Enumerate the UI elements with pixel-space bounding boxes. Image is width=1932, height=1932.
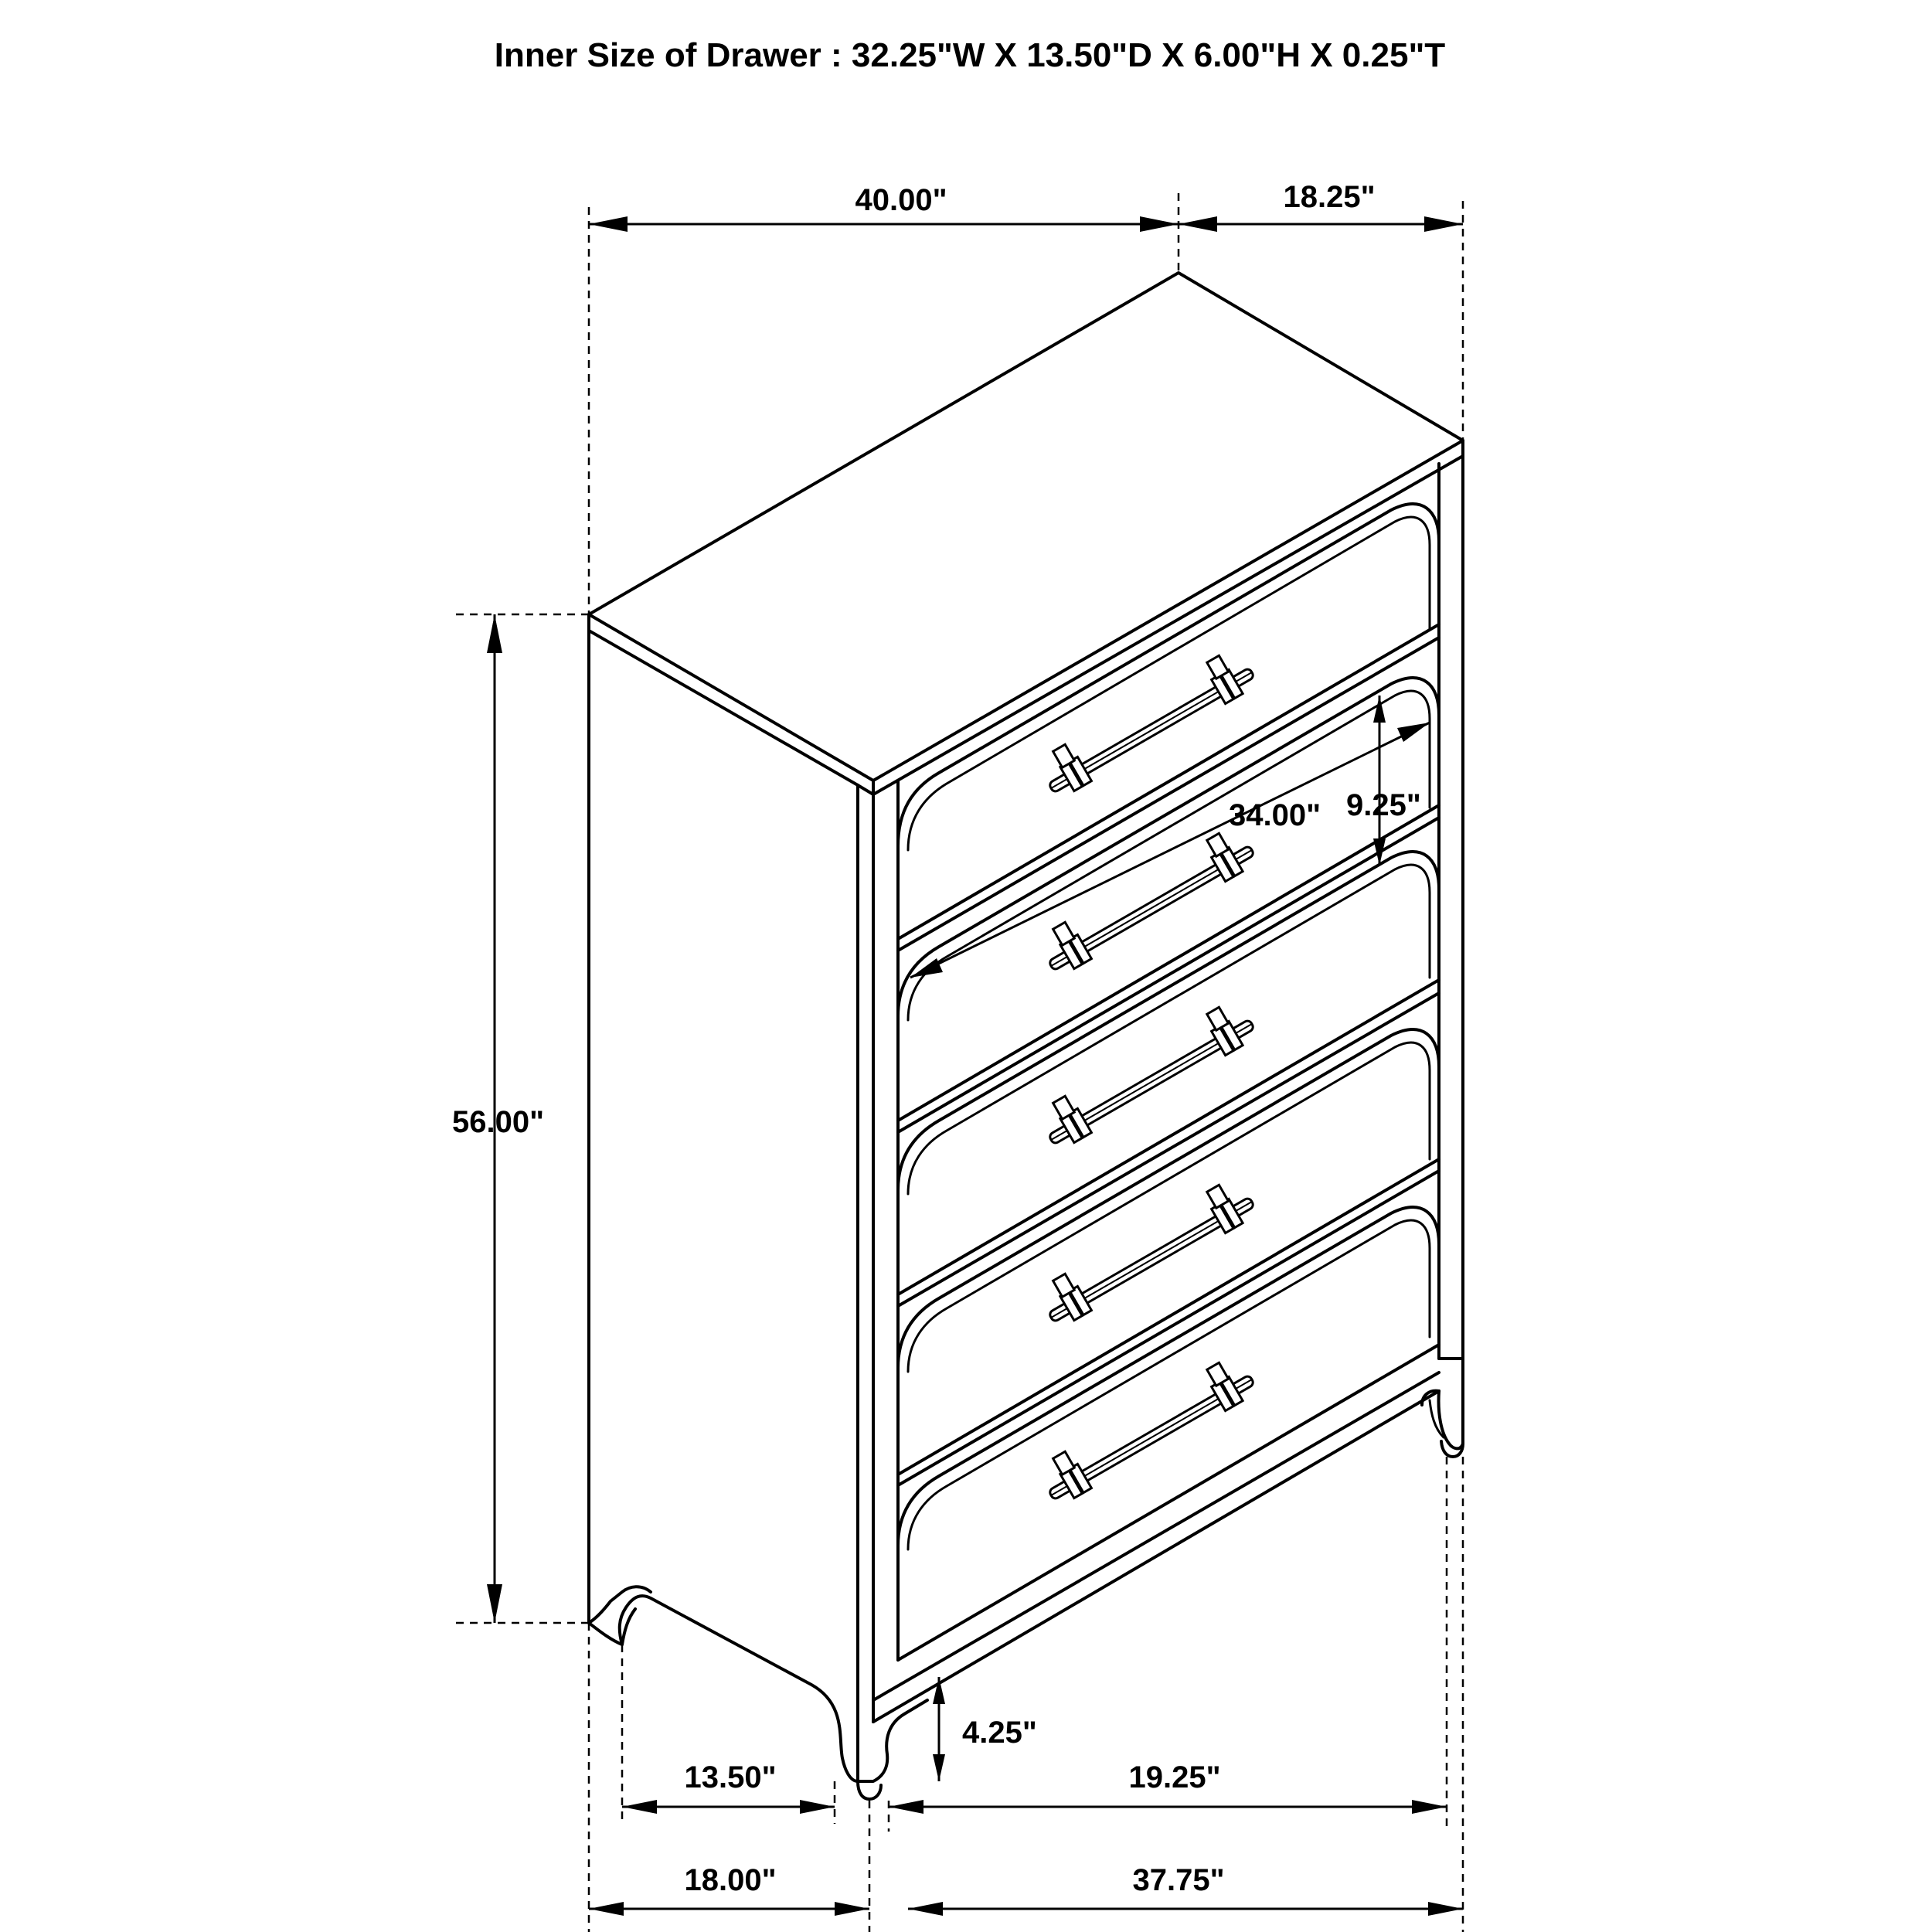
dim-front-inner-width-label: 19.25" <box>1128 1760 1221 1794</box>
dim-base-width-label: 37.75" <box>1132 1863 1225 1897</box>
dim-top-width-label: 40.00" <box>855 183 947 217</box>
dim-leg-clearance-label: 4.25" <box>962 1716 1037 1750</box>
dim-drawer-width-label: 34.00" <box>1229 798 1321 832</box>
chest-body <box>589 273 1463 1799</box>
dim-drawer-height-label: 9.25" <box>1346 788 1421 822</box>
title-text: Inner Size of Drawer : 32.25"W X 13.50"D X 6.00"H X 0.25"T <box>494 36 1446 74</box>
dim-side-inner-depth-label: 13.50" <box>684 1760 777 1794</box>
drawer-handle-4 <box>1036 1175 1259 1329</box>
dim-top-depth-label: 18.25" <box>1283 180 1376 214</box>
drawers <box>898 504 1439 1660</box>
dim-height-label: 56.00" <box>452 1105 545 1139</box>
dim-base-depth-label: 18.00" <box>684 1863 777 1897</box>
